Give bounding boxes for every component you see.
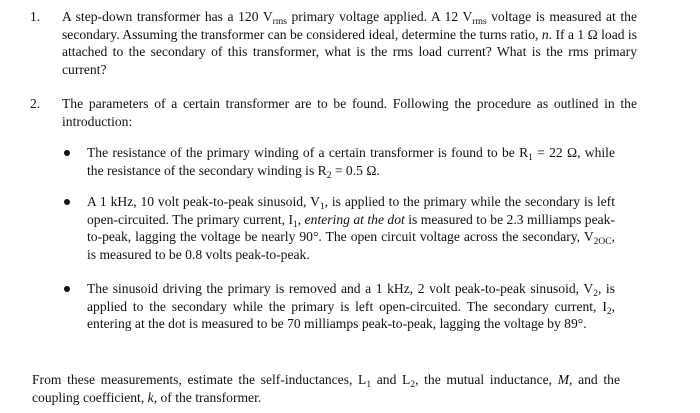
bullet-3-text-part: , entering at the dot is measured to be 70 milliamps peak-to-peak, lagging the voltage by 89°. <box>87 298 615 332</box>
bullet-2-text <box>87 193 615 263</box>
subscript: 2 <box>593 289 598 299</box>
bullet-1-text-part: The resistance of the primary winding of a certain transformer is found to be R <box>87 145 529 160</box>
bullet-1-text <box>87 144 615 179</box>
bullet-1-text-part: = 0.5 Ω. <box>331 162 380 178</box>
subscript: 1 <box>293 219 298 230</box>
subscript: 2 <box>606 306 612 317</box>
bullet-2-text-part: , <box>297 211 305 227</box>
turns-ratio-symbol: n <box>541 26 549 42</box>
conclusion-text-part: From these measurements, estimate the self-inductances, L <box>32 372 367 387</box>
conclusion-text-part: , the mutual inductance, <box>415 372 558 387</box>
problem-1-text-part: voltage is measured at the secondary. Assuming the transformer can be considered ideal, determine the turns ratio, <box>62 9 637 42</box>
subscript: rms <box>272 17 287 27</box>
bullet-2-text-part: is measured to be 2.3 milliamps peak-to-peak, lagging the voltage be nearly 90°. The open circuit voltage across the secondary, V <box>87 211 615 245</box>
mutual-inductance-symbol: M <box>557 372 570 387</box>
bullet-3-text-part: The sinusoid driving the primary is removed and a 1 kHz, 2 volt peak-to-peak sinusoid, V <box>87 281 594 296</box>
subscript: 2OC <box>593 237 612 248</box>
subscript: rms <box>472 17 487 27</box>
subscript: 1 <box>366 380 372 390</box>
bullet-dot <box>64 286 70 292</box>
problem-1-text-part: A step-down transformer has a 120 V <box>62 9 273 24</box>
conclusion-text-part: and L <box>371 372 411 387</box>
bullet-1-text-part: = 22 Ω, while the resistance of the secondary winding is R <box>87 145 615 178</box>
conclusion-text <box>32 371 620 406</box>
subscript: 1 <box>528 153 533 163</box>
conclusion-text-part: , of the transformer. <box>153 389 262 405</box>
subscript: 2 <box>410 380 416 390</box>
subscript: 1 <box>319 202 325 212</box>
problem-1-text-part: . If a 1 Ω load is attached to the secondary of this transformer, what is the rms load current? What is the rms primary current? <box>62 26 638 77</box>
emphasis-text: entering at the dot <box>304 211 405 227</box>
bullet-3-text <box>87 280 615 333</box>
coupling-coefficient-symbol: k <box>147 389 154 405</box>
bullet-2-text-part: , is measured to be 0.8 volts peak-to-peak. <box>87 229 615 262</box>
problem-1-text <box>62 8 637 78</box>
problem-1-number: 1. <box>30 9 41 24</box>
problem-2-intro: The parameters of a certain transformer are to be found. Following the procedure as outlined in the introduction: <box>62 96 637 129</box>
bullet-dot <box>64 199 70 205</box>
subscript: 2 <box>326 170 332 181</box>
bullet-2-text-part: , is applied to the primary while the secondary is left open-circuited. The primary current, I <box>87 194 615 227</box>
problem-2-number: 2. <box>30 96 41 111</box>
bullet-2-text-part: A 1 kHz, 10 volt peak-to-peak sinusoid, V <box>87 194 320 209</box>
conclusion-text-part: , and the coupling coefficient, <box>32 372 620 405</box>
problem-1-text-part: primary voltage applied. A 12 V <box>286 9 473 24</box>
bullet-dot <box>64 150 70 156</box>
bullet-3-text-part: , is applied to the secondary while the primary is left open-circuited. The secondary current, I <box>87 281 615 314</box>
